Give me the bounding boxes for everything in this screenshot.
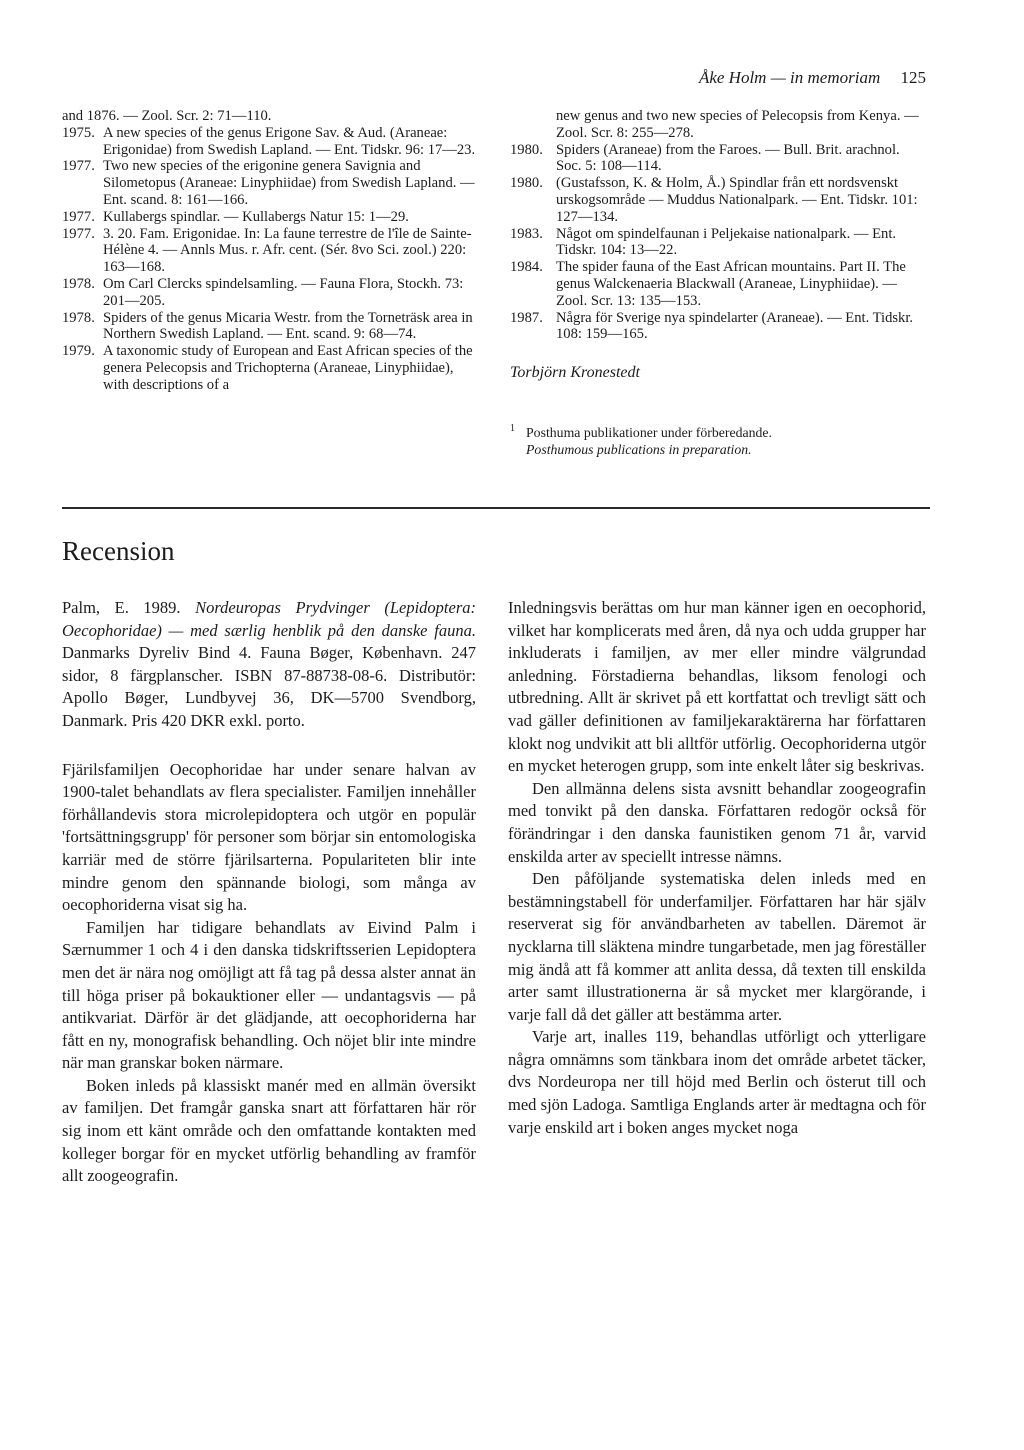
bibliography-year — [510, 108, 556, 142]
bibliography-text: Några för Sverige nya spindelarter (Araneae). — Ent. Tidskr. 108: 159—165. — [556, 309, 914, 343]
bibliography-entry — [62, 158, 476, 208]
bibliography-year: 1978. — [62, 275, 95, 292]
book-citation — [62, 597, 476, 733]
footnote-mark: 1 — [510, 422, 515, 434]
bibliography-entry — [510, 226, 928, 260]
bibliography-year: 1984. — [510, 259, 543, 276]
bibliography-year: 1987. — [510, 309, 543, 326]
section-heading: Recension — [62, 536, 175, 566]
review-paragraph: Familjen har tidigare behandlats av Eivind Palm i Særnummer 1 och 4 i den danska tidskriftsserien Lepidoptera men det är nära nog omöjligt att få tag på dessa alster annat än till höga priser på bokauktioner eller — undantagsvis — på antikvariat. Därför är det glädjande, att oecophoriderna har fått en ny, monografisk behandling. Och nöjet blir inte mindre när man granskar boken närmare. — [62, 917, 476, 1073]
footnote — [510, 424, 928, 458]
bibliography-entry — [510, 108, 928, 142]
bibliography-year: 1978. — [62, 309, 95, 326]
bibliography-entry — [510, 142, 928, 176]
bibliography-year: 1977. — [62, 225, 95, 242]
bibliography-right-column — [510, 108, 928, 458]
footnote-english: Posthumous publications in preparation. — [526, 441, 752, 457]
bibliography-year: 1983. — [510, 225, 543, 242]
obituary-signature: Torbjörn Kronestedt — [510, 364, 640, 382]
review-paragraph: Den allmänna delens sista avsnitt behandlar zoogeografin med tonvikt på den danska. Författaren redogör också för förändringar i den danska faunistiken genom 71 år, varvid enskilda arter av speciellt intresse nämns. — [508, 778, 926, 866]
citation-book-title: Nordeuropas Prydvinger (Lepidoptera: Oecophoridae) — med særlig henblik på den danske fauna. — [62, 598, 477, 640]
section-divider — [62, 507, 930, 509]
bibliography-text: Spiders of the genus Micaria Westr. from the Torneträsk area in Northern Swedish Lapland. — Ent. scand. 9: 68—74. — [103, 309, 473, 343]
bibliography-entry — [62, 209, 476, 226]
bibliography-year: 1979. — [62, 343, 95, 360]
bibliography-year: 1980. — [510, 141, 543, 158]
page-number: 125 — [900, 68, 926, 87]
review-left-column — [62, 597, 476, 1188]
citation-details: Danmarks Dyreliv Bind 4. Fauna Bøger, København. 247 sidor, 8 färgplanscher. ISBN 87-88738-08-6. Distributör: Apollo Bøger, Lundbyvej 36, DK—5700 Svendborg, Danmark. Pris 420 DKR exkl. porto. — [62, 643, 476, 730]
bibliography-text: Kullabergs spindlar. — Kullabergs Natur 15: 1—29. — [103, 208, 409, 225]
bibliography-year: 1975. — [62, 124, 95, 141]
bibliography-year: 1977. — [62, 208, 95, 225]
bibliography-entry — [510, 259, 928, 309]
review-paragraph: Varje art, inalles 119, behandlas utförligt och ytterligare några omnämns som tänkbara inom det område arbetet täcker, dvs Nordeuropa ner till höjd med Berlin och österut till och med sjön Ladoga. Samtliga Englands arter är medtagna och för varje enskild art i boken anges mycket noga — [508, 1027, 926, 1137]
bibliography-entry — [62, 226, 476, 276]
bibliography-entry — [510, 310, 928, 344]
bibliography-left-column — [62, 108, 476, 394]
bibliography-text: The spider fauna of the East African mountains. Part II. The genus Walckenaeria Blackwall (Araneae, Linyphiidae). — Zool. Scr. 13: 135—153. — [556, 259, 906, 309]
bibliography-entry — [62, 343, 476, 393]
bibliography-entry — [62, 310, 476, 344]
review-right-column — [508, 597, 926, 1139]
review-paragraph: Den påföljande systematiska delen inleds med en bestämningstabell för underfamiljer. Författaren har här själv reserverat sig för användbarheten av tabellen. Däremot är nycklarna till släktena mindre tungarbetade, men jag föreställer mig ändå att få kommer att anlita dessa, då texten till enskilda arter samt illustrationerna är så mycket mer klargörande, i varje fall då det gäller att bestämma arter. — [508, 869, 926, 1024]
footnote-swedish: Posthuma publikationer under förberedande. — [526, 424, 772, 440]
running-head — [699, 68, 926, 88]
bibliography-text: Spiders (Araneae) from the Faroes. — Bull. Brit. arachnol. Soc. 5: 108—114. — [556, 141, 900, 175]
bibliography-text: and 1876. — Zool. Scr. 2: 71—110. — [62, 108, 272, 124]
bibliography-text: Om Carl Clercks spindelsamling. — Fauna Flora, Stockh. 73: 201—205. — [103, 275, 464, 309]
bibliography-text: A taxonomic study of European and East African species of the genera Pelecopsis and Trichopterna (Araneae, Linyphiidae), with descriptions of a — [103, 343, 473, 393]
review-paragraph: Inledningsvis berättas om hur man känner igen en oecophorid, vilket har komplicerats med åren, då nya och udda grupper har inkluderats i familjen, av mer eller mindre välgrundad anledning. Förstadierna behandlas, liksom fenologi och utbredning. Allt är skrivet på ett kortfattat och trevligt sätt och vad gäller definitionen av familjekaraktärerna har författaren klokt nog undvikit att bli alltför utförlig. Oecophoriderna utgör en mycket heterogen grupp, som inte enkelt låter sig beskrivas. — [508, 598, 926, 776]
bibliography-entry — [62, 125, 476, 159]
bibliography-text: Two new species of the erigonine genera Savignia and Silometopus (Araneae: Linyphiidae) from Swedish Lapland. — Ent. scand. 8: 161—166. — [103, 158, 475, 208]
citation-author-year: Palm, E. 1989. — [62, 598, 181, 617]
bibliography-year: 1977. — [62, 158, 95, 175]
bibliography-text: 3. 20. Fam. Erigonidae. In: La faune terrestre de l'île de Sainte-Hélène 4. — Annls Mus. r. Afr. cent. (Sér. 8vo Sci. zool.) 220: 163—168. — [103, 225, 472, 276]
bibliography-text: new genus and two new species of Pelecopsis from Kenya. — Zool. Scr. 8: 255—278. — [556, 108, 919, 141]
bibliography-text: (Gustafsson, K. & Holm, Å.) Spindlar från ett nordsvenskt urskogsområde — Muddus Nationalpark. — Ent. Tidskr. 101: 127—134. — [556, 175, 918, 225]
bibliography-year: 1980. — [510, 175, 543, 192]
review-paragraph: Boken inleds på klassiskt manér med en allmän översikt av familjen. Det framgår ganska snart att författaren här rör sig inom ett känt område och den omfattande kontakten med kolleger borgar för en mycket utförlig behandling av framför allt zoogeografin. — [62, 1075, 476, 1186]
bibliography-text: A new species of the genus Erigone Sav. & Aud. (Araneae: Erigonidae) from Swedish Lapland. — Ent. Tidskr. 96: 17—23. — [103, 124, 476, 158]
bibliography-text: Något om spindelfaunan i Peljekaise nationalpark. — Ent. Tidskr. 104: 13—22. — [556, 225, 897, 259]
bibliography-entry — [62, 108, 476, 125]
bibliography-entry — [62, 276, 476, 310]
running-head-title: Åke Holm — in memoriam — [698, 68, 881, 87]
review-paragraph: Fjärilsfamiljen Oecophoridae har under senare halvan av 1900-talet behandlats av flera specialister. Familjen innehåller förhållandevis stora microlepidoptera och utgör en populär 'fortsättningsgrupp' för personer som börjar sin entomologiska karriär med de större fjärilsarterna. Populariteten blir inte mindre genom den spännande biologi, som många av oecophoriderna visat sig ha. — [62, 759, 476, 915]
bibliography-entry — [510, 175, 928, 225]
